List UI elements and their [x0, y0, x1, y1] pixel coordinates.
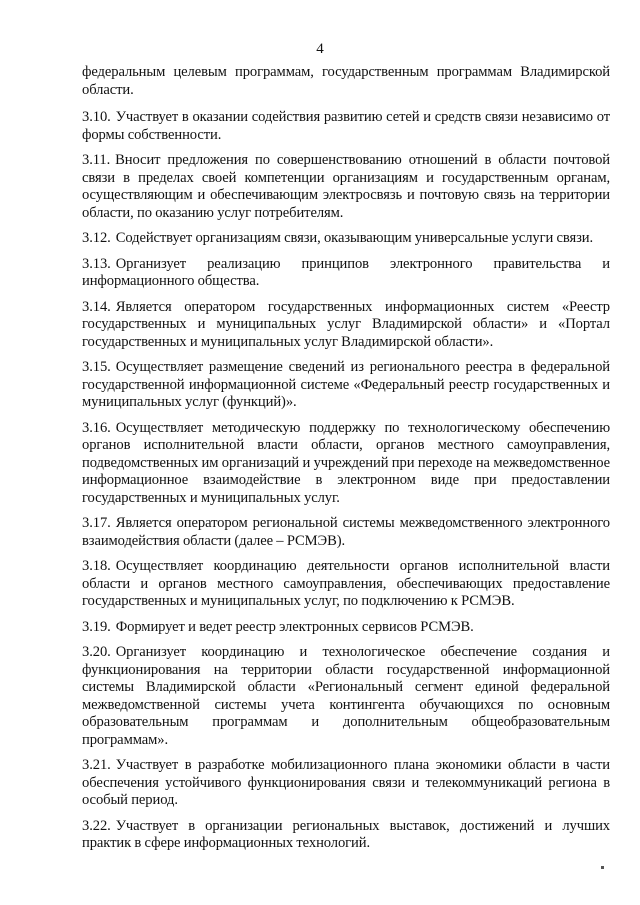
paragraph-text: Содействует организациям связи, оказывающим универсальные услуги связи.	[115, 230, 594, 246]
paragraph-number: 3.21.	[82, 757, 111, 773]
page-number: 4	[316, 41, 324, 57]
paragraph-number: 3.12.	[82, 230, 111, 246]
scan-mark	[601, 866, 604, 869]
paragraph-number: 3.19.	[82, 618, 111, 635]
paragraph-number: 3.22.	[82, 817, 111, 834]
paragraph-3-13	[82, 256, 610, 291]
paragraph-3-17	[82, 515, 610, 550]
paragraph-text: Осуществляет методическую поддержку по технологическому обеспечению органов исполнительной власти области, органов местного самоуправления, подведомственных им организаций и учреждений при переходе на межведомственное информационное взаимодействие в электронном виде при предоставлении государственных и муниципальных услуг.	[82, 419, 610, 506]
paragraph-text: Участвует в организации региональных выставок, достижений и лучших практик в сфере информационных технологий.	[82, 817, 610, 851]
paragraph-3-19	[82, 619, 610, 637]
document-body	[82, 64, 610, 861]
paragraph-text: Организует реализацию принципов электронного правительства и информационного общества.	[82, 255, 610, 289]
paragraph-3-11	[82, 152, 610, 222]
paragraph-number: 3.13.	[82, 255, 111, 272]
paragraph-3-22	[82, 818, 610, 853]
paragraph-text: Формирует и ведет реестр электронных сервисов РСМЭВ.	[115, 618, 474, 635]
paragraph-number: 3.18.	[82, 558, 111, 574]
paragraph-text: Вносит предложения по совершенствованию отношений в области почтовой связи в пределах своей компетенции организациям и государственным органам, осуществляющим и обеспечивающим электросвязь и почтовую связь на территории области, по оказанию услуг потребителям.	[82, 152, 610, 221]
paragraph-number: 3.16.	[82, 419, 111, 436]
paragraph-text: Осуществляет координацию деятельности органов исполнительной власти области и органов местного самоуправления, обеспечивающих предоставление государственных и муниципальных услуг, по подключению к РСМЭВ.	[82, 558, 610, 609]
paragraph-3-18	[82, 558, 610, 611]
paragraph-number: 3.20.	[82, 644, 111, 660]
paragraph-text: Осуществляет размещение сведений из регионального реестра в федеральной государственной информационной системе «Федеральный реестр государственных и муниципальных услуг (функций)».	[82, 359, 610, 410]
paragraph-text: Является оператором государственных информационных систем «Реестр государственных и муниципальных услуг Владимирской области» и «Портал государственных и муниципальных услуг Владимирской области».	[82, 298, 610, 350]
paragraph-text: Участвует в разработке мобилизационного плана экономики области в части обеспечения устойчивого функционирования связи и телекоммуникаций региона в особый период.	[82, 757, 610, 808]
paragraph-number: 3.11.	[82, 152, 111, 168]
paragraph-3-10	[82, 109, 610, 144]
paragraph-3-20	[82, 644, 610, 749]
paragraph-text: федеральным целевым программам, государственным программам Владимирской области.	[82, 64, 610, 98]
paragraph-3-16	[82, 420, 610, 508]
paragraph-text: Участвует в оказании содействия развитию сетей и средств связи независимо от формы собственности.	[82, 109, 610, 143]
paragraph-3-15	[82, 359, 610, 412]
paragraph-continuation	[82, 64, 610, 99]
paragraph-number: 3.14.	[82, 298, 111, 315]
paragraph-text: Является оператором региональной системы межведомственного электронного взаимодействия области (далее – РСМЭВ).	[82, 515, 610, 549]
paragraph-3-12	[82, 230, 610, 248]
paragraph-3-14	[82, 299, 610, 352]
paragraph-text: Организует координацию и технологическое обеспечение создания и функционирования на территории области государственной информационной системы Владимирской области «Региональный сегмент единой федеральной межведомственной системы учета контингента обучающихся по основным образовательным программам и дополнительным общеобразовательным программам».	[82, 644, 610, 748]
paragraph-number: 3.10.	[82, 109, 111, 125]
paragraph-3-21	[82, 757, 610, 810]
paragraph-number: 3.15.	[82, 359, 111, 375]
paragraph-number: 3.17.	[82, 515, 111, 531]
